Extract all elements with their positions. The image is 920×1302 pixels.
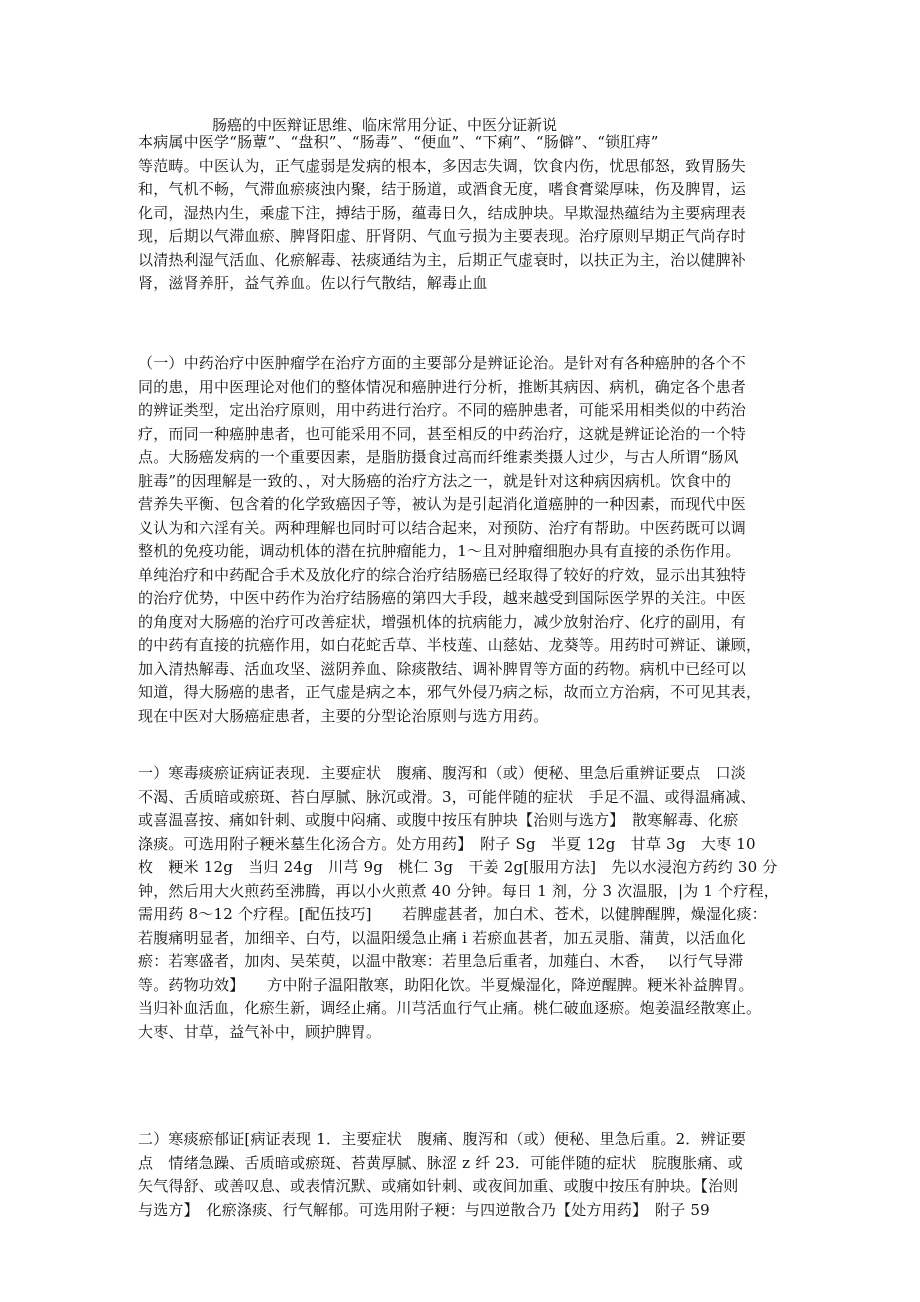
text-line: 肾，滋肾养肝，益气养血。佐以行气散结，解毒止血 — [138, 274, 488, 292]
text-line: 点。大肠癌发病的一个重要因素，是脂肪摄食过高而纤维素类摄人过少，与古人所谓“肠风 — [138, 448, 739, 466]
text-line: 当归补血活血，化瘀生新，调经止痛。川芎活血行气止痛。桃仁破血逐瘀。炮姜温经散寒止。 — [138, 999, 762, 1017]
text-line: 等范畴。中医认为，正气虚弱是发病的根本，多因志失调，饮食内伤，忧思郁怒，致胃肠失 — [138, 156, 747, 175]
text-line: 的中药有直接的抗癌作用，如白花蛇舌草、半枝莲、山慈姑、龙葵等。用药时可辨证、谦顾， — [138, 636, 762, 654]
text-line: 矢气得舒、或善叹息、或表情沉默、或痛如针刺、或夜间加重、或腹中按压有肿块。【治则 — [138, 1177, 739, 1195]
text-line: 同的患，用中医理论对他们的整体情况和癌肿进行分析，推断其病因、病机，确定各个患者 — [138, 377, 747, 396]
text-line: 的角度对大肠癌的治疗可改善症状，增强机体的抗病能力，减少放射治疗、化疗的副用，有 — [138, 612, 747, 631]
text-line: 以清热利湿气活血、化瘀解毒、祛痰通结为主，后期正气虚衰时，以扶正为主，治以健脾补 — [138, 250, 747, 269]
text-line: 大枣、甘草，益气补中，顾护脾胃。 — [138, 1022, 382, 1041]
text-line: （一）中药治疗中医肿瘤学在治疗方面的主要部分是辨证论治。是针对有各种癌肿的各个不 — [138, 354, 747, 372]
text-line: 枚 粳米 12g 当归 24g 川芎 9g 桃仁 3g 干姜 2g[服用方法] 先以水浸泡方药约 30 分 — [138, 858, 778, 876]
paragraph-syndrome-1 — [138, 762, 788, 1044]
text-line: 现在中医对大肠癌症患者，主要的分型论治原则与选方用药。 — [138, 706, 549, 725]
text-line: 加入清热解毒、活血攻坚、滋阴养血、除痰散结、调补脾胃等方面的药物。病机中已经可以 — [138, 659, 747, 678]
text-line: 的辨证类型，定出治疗原则，用中药进行治疗。不同的癌肿患者，可能采用相类似的中药治 — [138, 401, 747, 419]
text-line: 知道，得大肠癌的患者，正气虚是病之本，邪气外侵乃病之标，故而立方治病，不可见其表， — [138, 683, 762, 701]
text-line: 义认为和六淫有关。两种理解也同时可以结合起来，对预防、治疗有帮助。中医药既可以调 — [138, 518, 747, 537]
text-line: 或喜温喜按、痛如针刺、或腹中闷痛、或腹中按压有肿块【治则与选方】 散寒解毒、化瘀 — [138, 811, 739, 829]
text-line: 若腹痛明显者，加细辛、白芍，以温阳缓急止痛 i 若瘀血甚者，加五灵脂、蒲黄，以活血化 — [138, 928, 746, 947]
text-line: 整机的免疫功能，调动机体的潜在抗肿瘤能力，1～且对肿瘤细胞办具有直接的杀伤作用。 — [138, 542, 741, 560]
text-line: 一）寒毒痰瘀证病证表现．主要症状 腹痛、腹泻和（或）便秘、里急后重辨证要点 口淡 — [138, 764, 747, 782]
text-line: 瘀：若寒盛者，加肉、吴茱萸，以温中散寒：若里急后重者，加薤白、木香， 以行气导滞 — [138, 952, 744, 970]
text-line: 的治疗优势，中医中药作为治疗结肠癌的第四大手段，越来越受到国际医学界的关注。中医 — [138, 589, 747, 607]
text-line: 涤痰。可选用附子粳米墓生化汤合方。处方用药】 附子 Sg 半夏 12g 甘草 3g 大枣 10 — [138, 834, 756, 853]
text-line: 不渴、舌质暗或瘀斑、苔白厚腻、脉沉或滑。3，可能伴随的症状 手足不温、或得温痛减、 — [138, 787, 756, 806]
text-line: 需用药 8～12 个疗程。[配伍技巧] 若脾虚甚者，加白术、苍术，以健脾醒脾，燥湿化痰： — [138, 905, 767, 923]
paragraph-syndrome-2 — [138, 1128, 788, 1222]
text-line: 等。药物功效】 方中附子温阳散寒，助阳化饮。半夏燥湿化，降逆醒脾。粳米补益脾胃。 — [138, 975, 754, 994]
text-line: 本病属中医学“肠蕈”、“盘积”、“肠毒”、“便血”、“下痢”、“肠僻”、“锁肛痔” — [138, 133, 659, 151]
text-line: 营养失平衡、包含着的化学致癌因子等，被认为是引起消化道癌肿的一种因素，而现代中医 — [138, 495, 747, 513]
paragraph-overview — [138, 131, 788, 296]
document-title: 肠癌的中医辩证思维、临床常用分证、中医分证新说 — [212, 116, 558, 134]
text-line: 单纯治疗和中药配合手术及放化疗的综合治疗结肠癌已经取得了较好的疗效，显示出其独特 — [138, 565, 747, 584]
text-line: 二）寒痰瘀郁证[病证表现 1．主要症状 腹痛、腹泻和（或）便秘、里急后重。2．辨证要 — [138, 1130, 747, 1148]
text-line: 现，后期以气滞血瘀、脾肾阳虚、肝肾阴、气血亏损为主要表现。治疗原则早期正气尚存时 — [138, 227, 747, 245]
text-line: 化司，湿热内生，乘虚下注，搏结于肠，蕴毒日久，结成肿块。早欺湿热蕴结为主要病理表 — [138, 203, 747, 222]
text-line: 点 情绪急躁、舌质暗或瘀斑、苔黄厚腻、脉涩 z 纤 23．可能伴随的症状 脘腹胀痛、或 — [138, 1153, 743, 1172]
text-line: 脏毒”的因理解是一致的、，对大肠癌的治疗方法之一，就是针对这种病因病机。饮食中的 — [138, 471, 732, 490]
text-line: 和，气机不畅，气滞血瘀痰浊内聚，结于肠道，或酒食无度，嗜食膏粱厚味，伤及脾胃，运 — [138, 180, 747, 198]
paragraph-treatment — [138, 352, 788, 728]
text-line: 钟，然后用大火煎药至沸腾，再以小火煎煮 40 分钟。每日 1 剂，分 3 次温服，|为 1 个疗程， — [138, 881, 779, 900]
text-line: 与选方】 化瘀涤痰、行气解郁。可选用附子粳：与四逆散合乃【处方用药】 附子 59 — [138, 1200, 710, 1219]
text-line: 疗，而同一种癌肿患者，也可能采用不同，甚至相反的中药治疗，这就是辨证论治的一个特 — [138, 424, 747, 443]
